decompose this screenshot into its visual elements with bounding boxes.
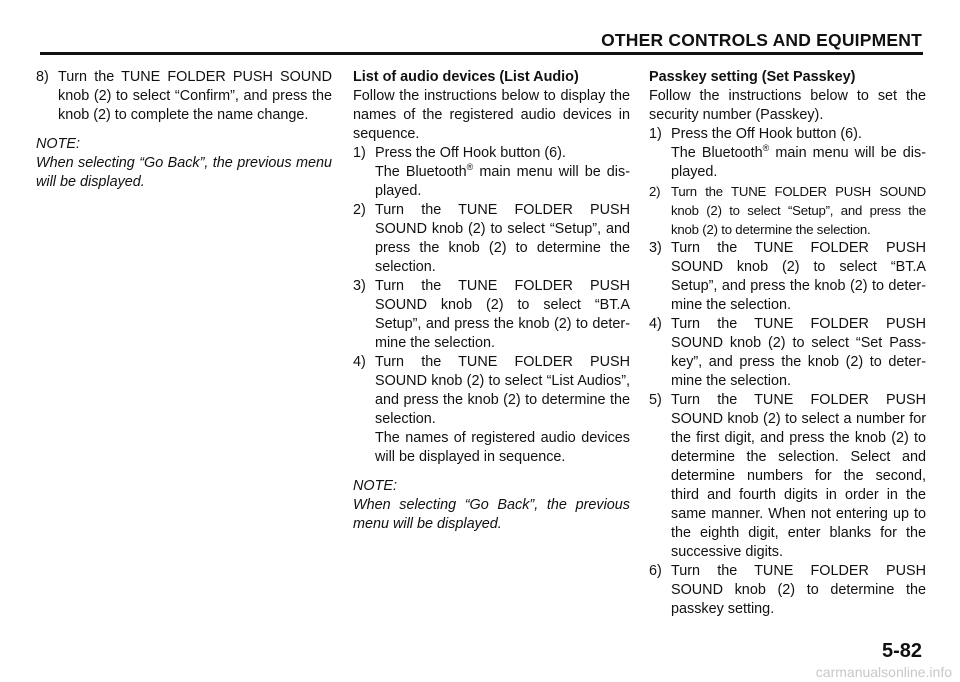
step-number: 6) — [649, 563, 662, 579]
note-label: NOTE: — [36, 136, 80, 152]
passkey-step-4 — [649, 315, 926, 391]
registered-mark: ® — [762, 143, 770, 154]
watermark: carmanualsonline.info — [815, 664, 952, 680]
step-number: 2) — [353, 202, 366, 218]
passkey-step-6 — [649, 562, 926, 619]
step-subtext — [353, 163, 630, 201]
list-step-1 — [353, 144, 630, 163]
step-text: Turn the TUNE FOLDER PUSH SOUND knob (2) to select “BT.A Setup”, and press the knob (2) to deter-mine the selection. — [375, 278, 630, 351]
passkey-step-5 — [649, 391, 926, 562]
list-step-4 — [353, 353, 630, 429]
step-text: Press the Off Hook button (6). — [375, 145, 566, 161]
column-left — [36, 68, 332, 192]
step-number: 4) — [649, 316, 662, 332]
step-number: 3) — [353, 278, 366, 294]
list-step-2 — [353, 201, 630, 277]
section-heading-set-passkey: Passkey setting (Set Passkey) — [649, 69, 856, 85]
step-subtext: The names of registered audio devices will be displayed in sequence. — [375, 430, 630, 465]
section-header-title: OTHER CONTROLS AND EQUIPMENT — [601, 30, 922, 50]
step-number: 1) — [649, 126, 662, 142]
step-text: Turn the TUNE FOLDER PUSH SOUND knob (2) to select “Setup”, and press the knob (2) to determine the selection. — [671, 184, 926, 237]
step-text: Turn the TUNE FOLDER PUSH SOUND knob (2) to select “Setup”, and press the knob (2) to determine the selection. — [375, 202, 630, 275]
header-divider — [40, 52, 923, 55]
section-intro: Follow the instructions below to set the security number (Passkey). — [649, 88, 926, 123]
step-number: 1) — [353, 145, 366, 161]
step-subtext — [649, 144, 926, 182]
column-right — [649, 68, 926, 619]
step-8 — [36, 68, 332, 125]
page-number: 5-82 — [881, 640, 922, 662]
step-number: 4) — [353, 354, 366, 370]
subtext-pre: The Bluetooth — [671, 145, 763, 161]
subtext-post: main menu will be dis-played. — [671, 145, 926, 180]
step-text: Turn the TUNE FOLDER PUSH SOUND knob (2) to select “BT.A Setup”, and press the knob (2) to deter-mine the selection. — [671, 240, 926, 313]
step-text: Turn the TUNE FOLDER PUSH SOUND knob (2) to select a number for the first digit, and press the knob (2) to determine the selection. Select and determine numbers for the second, third and fourth digits in order in the same manner. When not entering up to the eighth digit, enter blanks for the successive digits. — [671, 392, 926, 560]
note-text: When selecting “Go Back”, the previous menu will be displayed. — [36, 155, 332, 190]
step-text: Turn the TUNE FOLDER PUSH SOUND knob (2) to select “List Audios”, and press the knob (2) to determine the selection. — [375, 354, 630, 427]
section-intro: Follow the instructions below to display the names of the registered audio devices in sequence. — [353, 88, 630, 142]
subtext-post: main menu will be dis-played. — [375, 164, 630, 199]
step-number: 2) — [649, 184, 661, 199]
step-text: Press the Off Hook button (6). — [671, 126, 862, 142]
step-number: 5) — [649, 392, 662, 408]
step-number: 8) — [36, 69, 49, 85]
registered-mark: ® — [466, 162, 474, 173]
note-label: NOTE: — [353, 478, 397, 494]
note-text: When selecting “Go Back”, the previous menu will be displayed. — [353, 497, 630, 532]
step-number: 3) — [649, 240, 662, 256]
passkey-step-2 — [649, 182, 926, 239]
step-text: Turn the TUNE FOLDER PUSH SOUND knob (2) to select “Confirm”, and press the knob (2) to complete the name change. — [58, 69, 332, 123]
passkey-step-3 — [649, 239, 926, 315]
subtext-pre: The Bluetooth — [375, 164, 467, 180]
passkey-step-1 — [649, 125, 926, 144]
section-heading-list-audio: List of audio devices (List Audio) — [353, 69, 579, 85]
step-text: Turn the TUNE FOLDER PUSH SOUND knob (2) to select “Set Pass-key”, and press the knob (2) to deter-mine the selection. — [671, 316, 926, 389]
column-middle — [353, 68, 630, 534]
list-step-3 — [353, 277, 630, 353]
step-text: Turn the TUNE FOLDER PUSH SOUND knob (2) to determine the passkey setting. — [671, 563, 926, 617]
